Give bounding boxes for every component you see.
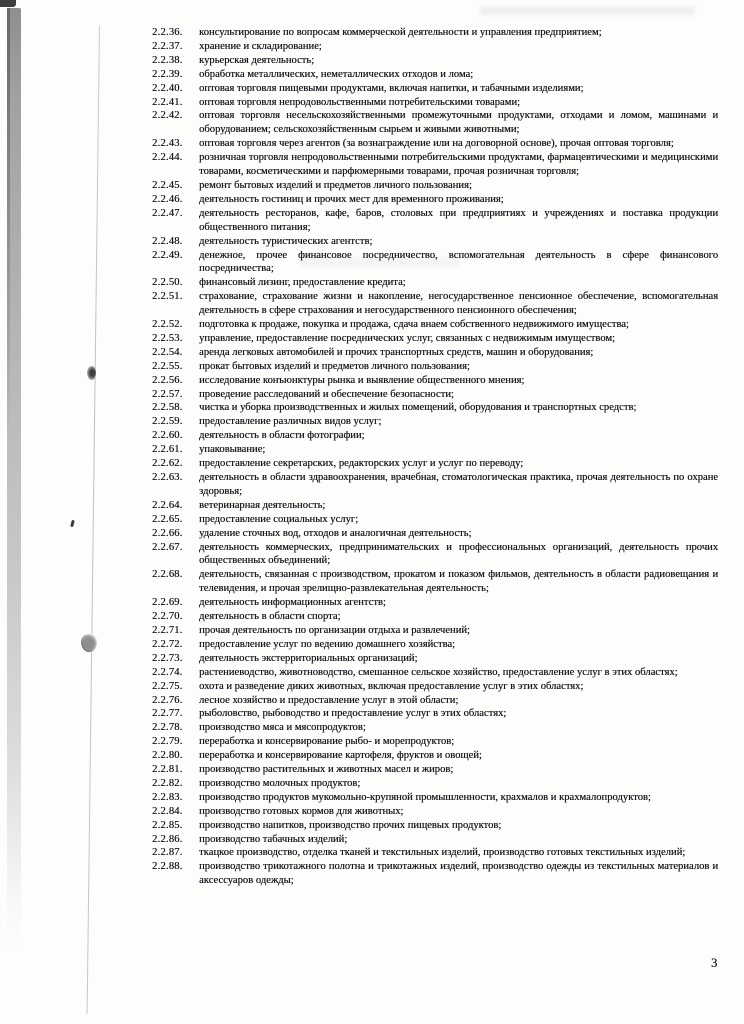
clause-text: производство напитков, производство прочих пищевых продуктов; <box>199 819 502 831</box>
clause-item <box>152 388 718 402</box>
clause-text: ветеринарная деятельность; <box>199 499 326 511</box>
clause-text: страхование, страхование жизни и накопление, негосударственное пенсионное обеспечение, вспомогательная деятельность в сфере страхования и негосударственного пенсионного обеспечения; <box>199 291 718 317</box>
clause-item <box>152 443 718 457</box>
clause-item <box>152 568 718 596</box>
clause-item <box>152 26 718 40</box>
clause-item <box>152 541 718 569</box>
clause-item <box>152 527 718 541</box>
clause-number: 2.2.36. <box>152 27 183 38</box>
clause-number: 2.2.47. <box>152 207 183 219</box>
clause-text: деятельность, связанная с производством, прокатом и показом фильмов, деятельность в области радиовещания и телевидения, и прочая зрелищно-развлекательная деятельность; <box>199 569 718 595</box>
clause-number: 2.2.88. <box>152 861 183 873</box>
clause-text: прокат бытовых изделий и предметов личного пользования; <box>199 360 470 372</box>
clause-item <box>152 652 718 666</box>
clause-number: 2.2.72. <box>152 638 183 650</box>
clause-text: оптовая торговля пищевыми продуктами, включая напитки, и табачными изделиями; <box>199 82 584 94</box>
clause-number: 2.2.84. <box>152 805 183 817</box>
clause-number: 2.2.40. <box>152 82 183 94</box>
clause-number: 2.2.71. <box>152 624 183 636</box>
clause-number: 2.2.69. <box>152 597 183 609</box>
clause-item <box>152 749 718 763</box>
clause-item <box>152 374 718 388</box>
clause-number: 2.2.64. <box>152 499 183 511</box>
clause-item <box>152 193 718 207</box>
clause-text: деятельность в области фотографии; <box>199 430 365 442</box>
clause-number: 2.2.86. <box>152 833 183 845</box>
clause-number: 2.2.41. <box>152 96 183 108</box>
clause-text: деятельность коммерческих, предпринимательских и профессиональных организаций, деятельность прочих общественных объединений; <box>199 541 718 567</box>
clause-item <box>152 666 718 680</box>
clause-item <box>152 40 718 54</box>
clause-number: 2.2.44. <box>152 152 183 164</box>
clause-number: 2.2.59. <box>152 416 183 428</box>
clause-item <box>152 235 718 249</box>
clause-text: деятельность в области здравоохранения, врачебная, стоматологическая практика, прочая деятельность по охране здоровья; <box>199 472 718 497</box>
clause-text: производство растительных и животных масел и жиров; <box>199 764 454 776</box>
clause-item <box>152 735 718 749</box>
clause-number: 2.2.48. <box>152 235 183 247</box>
clause-number: 2.2.62. <box>152 458 183 470</box>
clause-number: 2.2.81. <box>152 764 183 776</box>
clause-item <box>152 819 718 833</box>
clause-number: 2.2.61. <box>152 444 183 456</box>
clause-text: предоставление услуг по ведению домашнего хозяйства; <box>199 638 455 650</box>
clause-item <box>152 707 718 721</box>
clause-number: 2.2.45. <box>152 179 183 191</box>
clause-number: 2.2.39. <box>152 68 183 80</box>
clause-number: 2.2.37. <box>152 40 183 52</box>
clause-item <box>152 137 718 151</box>
clause-item <box>152 179 718 193</box>
clause-number: 2.2.60. <box>152 430 183 442</box>
clause-item <box>152 360 718 374</box>
clause-number: 2.2.70. <box>152 611 183 623</box>
clause-number: 2.2.46. <box>152 193 183 205</box>
scan-smudge <box>480 6 695 15</box>
clause-text: производство готовых кормов для животных; <box>199 805 404 817</box>
clause-text: ремонт бытовых изделий и предметов личного пользования; <box>199 179 472 191</box>
clause-number: 2.2.73. <box>152 652 183 664</box>
clause-item <box>152 513 718 527</box>
clause-item <box>152 346 718 360</box>
ink-speck <box>70 520 75 528</box>
clause-text: растениеводство, животноводство, смешанное сельское хозяйство, предоставление услуг в этих областях; <box>199 666 678 678</box>
clause-text: прочая деятельность по организации отдыха и развлечений; <box>199 624 470 636</box>
clause-number: 2.2.63. <box>152 472 183 483</box>
clause-text: переработка и консервирование картофеля, фруктов и овощей; <box>199 750 482 762</box>
clause-item <box>152 109 718 137</box>
clause-text: аренда легковых автомобилей и прочих транспортных средств, машин и оборудования; <box>199 346 594 358</box>
clause-number: 2.2.58. <box>152 402 183 414</box>
clause-item <box>152 96 718 110</box>
clause-number: 2.2.83. <box>152 791 183 803</box>
clause-item <box>152 54 718 68</box>
clause-text: производство табачных изделий; <box>199 833 348 845</box>
scan-fold-line <box>87 26 101 1014</box>
clause-list <box>152 26 718 888</box>
clause-text: оптовая торговля через агентов (за вознаграждение или на договорной основе), прочая оптовая торговля; <box>199 138 674 150</box>
page-number: 3 <box>711 956 718 970</box>
clause-number: 2.2.53. <box>152 332 183 344</box>
clause-number: 2.2.56. <box>152 374 183 386</box>
clause-number: 2.2.77. <box>152 708 183 720</box>
clause-item <box>152 401 718 415</box>
clause-item <box>152 82 718 96</box>
clause-text: оптовая торговля несельскохозяйственными промежуточными продуктами, отходами и ломом, машинами и оборудованием; сельскохозяйственным сырьем и живыми животными; <box>199 110 718 136</box>
clause-number: 2.2.80. <box>152 750 183 762</box>
clause-text: обработка металлических, неметаллических отходов и лома; <box>199 68 474 80</box>
clause-number: 2.2.68. <box>152 569 183 581</box>
clause-item <box>152 249 718 277</box>
clause-number: 2.2.67. <box>152 541 183 553</box>
clause-item <box>152 207 718 235</box>
clause-text: охота и разведение диких животных, включая предоставление услуг в этих областях; <box>199 680 584 692</box>
clause-item <box>152 624 718 638</box>
clause-item <box>152 415 718 429</box>
clause-item <box>152 68 718 82</box>
clause-text: финансовый лизинг, предоставление кредита; <box>199 277 406 289</box>
clause-number: 2.2.50. <box>152 277 183 289</box>
clause-number: 2.2.54. <box>152 346 183 358</box>
clause-text: рыболовство, рыбоводство и предоставление услуг в этих областях; <box>199 708 507 720</box>
clause-text: предоставление социальных услуг; <box>199 513 359 525</box>
clause-item <box>152 429 718 443</box>
clause-item <box>152 694 718 708</box>
clause-text: производство трикотажного полотна и трикотажных изделий, производство одежды из текстильных материалов и аксессуаров одежды; <box>199 861 718 887</box>
clause-text: упаковывание; <box>199 444 266 456</box>
clause-item <box>152 846 718 860</box>
clause-text: деятельность ресторанов, кафе, баров, столовых при предприятиях и учреждениях и поставка продукции общественного питания; <box>199 207 718 233</box>
clause-text: предоставление секретарских, редакторских услуг и услуг по переводу; <box>199 458 524 470</box>
clause-number: 2.2.55. <box>152 360 183 372</box>
scan-binding-strip-edge <box>7 8 10 438</box>
clause-text: денежное, прочее финансовое посредничество, вспомогательная деятельность в сфере финансового посредничества; <box>199 249 718 275</box>
clause-text: проведение расследований и обеспечение безопасности; <box>199 388 454 400</box>
clause-item <box>152 721 718 735</box>
clause-text: чистка и уборка производственных и жилых помещений, оборудования и транспортных средств; <box>199 402 637 414</box>
clause-text: переработка и консервирование рыбо- и морепродуктов; <box>199 736 455 748</box>
clause-text: розничная торговля непродовольственными потребительскими продуктами, фармацевтическими и медицинскими товарами, косметическими и парфюмерными товарами, прочая розничная торговля; <box>199 152 718 178</box>
clause-text: хранение и складирование; <box>199 40 322 52</box>
clause-number: 2.2.82. <box>152 777 183 789</box>
clause-text: производство молочных продуктов; <box>199 777 361 789</box>
clause-text: производство продуктов мукомольно-крупяной промышленности, крахмалов и крахмалопродуктов; <box>199 791 651 803</box>
clause-text: ткацкое производство, отделка тканей и текстильных изделий, производство готовых текстильных изделий; <box>199 847 686 859</box>
clause-number: 2.2.76. <box>152 694 183 706</box>
clause-item <box>152 499 718 513</box>
clause-text: курьерская деятельность; <box>199 54 315 66</box>
clause-text: производство мяса и мясопродуктов; <box>199 722 366 734</box>
clause-text: лесное хозяйство и предоставление услуг в этой области; <box>199 694 459 706</box>
clause-number: 2.2.43. <box>152 138 183 150</box>
clause-item <box>152 860 718 888</box>
clause-number: 2.2.51. <box>152 291 183 303</box>
clause-text: деятельность информационных агентств; <box>199 597 386 609</box>
clause-number: 2.2.85. <box>152 819 183 831</box>
clause-number: 2.2.49. <box>152 249 183 261</box>
clause-text: предоставление различных видов услуг; <box>199 416 382 428</box>
clause-item <box>152 471 718 499</box>
clause-item <box>152 151 718 179</box>
clause-number: 2.2.66. <box>152 527 183 539</box>
clause-item <box>152 457 718 471</box>
binding-hole-mark <box>81 634 97 652</box>
clause-number: 2.2.38. <box>152 54 183 66</box>
clause-number: 2.2.78. <box>152 722 183 734</box>
clause-item <box>152 638 718 652</box>
clause-item <box>152 332 718 346</box>
clause-item <box>152 833 718 847</box>
clause-item <box>152 610 718 624</box>
clause-item <box>152 805 718 819</box>
binding-hole-mark <box>87 366 96 380</box>
clause-item <box>152 777 718 791</box>
clause-number: 2.2.79. <box>152 736 183 748</box>
clause-item <box>152 680 718 694</box>
clause-number: 2.2.42. <box>152 110 183 122</box>
clause-text: деятельность туристических агентств; <box>199 235 373 247</box>
clause-number: 2.2.74. <box>152 666 183 678</box>
clause-number: 2.2.75. <box>152 680 183 692</box>
clause-text: консультирование по вопросам коммерческой деятельности и управления предприятием; <box>199 27 602 38</box>
clause-number: 2.2.65. <box>152 513 183 525</box>
clause-text: деятельность гостиниц и прочих мест для временного проживания; <box>199 193 504 205</box>
clause-item <box>152 290 718 318</box>
clause-number: 2.2.87. <box>152 847 183 859</box>
clause-text: деятельность в области спорта; <box>199 611 341 623</box>
clause-text: управление, предоставление посреднических услуг, связанных с недвижимым имуществом; <box>199 332 615 344</box>
clause-number: 2.2.57. <box>152 388 183 400</box>
clause-item <box>152 763 718 777</box>
clause-text: исследование конъюнктуры рынка и выявление общественного мнения; <box>199 374 525 386</box>
clause-item <box>152 596 718 610</box>
clause-item <box>152 276 718 290</box>
clause-number: 2.2.52. <box>152 319 183 331</box>
clause-text: оптовая торговля непродовольственными потребительскими товарами; <box>199 96 520 108</box>
clause-text: подготовка к продаже, покупка и продажа, сдача внаем собственного недвижимого имущества; <box>199 319 629 331</box>
clause-text: деятельность экстерриториальных организаций; <box>199 652 418 664</box>
scan-corner-mark <box>0 0 16 7</box>
clause-text: удаление сточных вод, отходов и аналогичная деятельность; <box>199 527 472 539</box>
clause-item <box>152 318 718 332</box>
clause-item <box>152 791 718 805</box>
